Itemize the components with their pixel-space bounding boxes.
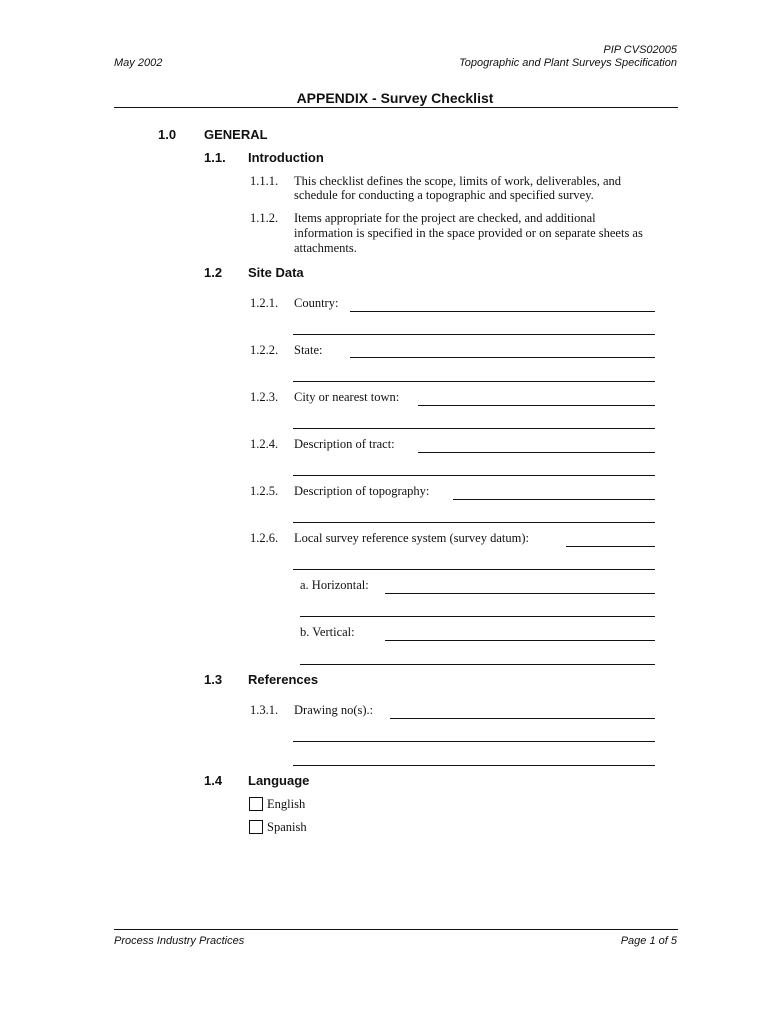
drawing-no-field-continuation[interactable] (293, 765, 655, 766)
header-rule (114, 107, 678, 108)
state-field[interactable] (350, 357, 655, 358)
subsection-title: Introduction (248, 150, 324, 165)
doc-title: Topographic and Plant Surveys Specification (459, 57, 677, 69)
item-number: 1.1.2. (250, 211, 279, 225)
topography-field[interactable] (453, 499, 655, 500)
drawing-no-field[interactable] (390, 718, 655, 719)
doc-id: PIP CVS02005 (603, 44, 677, 56)
field-number: 1.3.1. (250, 703, 279, 717)
tract-field[interactable] (418, 452, 655, 453)
section-number: 1.0 (158, 127, 177, 142)
horizontal-field[interactable] (385, 593, 655, 594)
subsection-number: 1.1. (204, 150, 226, 165)
drawing-no-field-continuation[interactable] (293, 741, 655, 742)
checkbox-label: English (267, 797, 306, 811)
footer-rule (114, 929, 678, 930)
paragraph-line: information is specified in the space provided or on separate sheets as (294, 226, 643, 240)
paragraph-line: Items appropriate for the project are checked, and additional (294, 211, 596, 225)
field-label: Drawing no(s).: (294, 703, 374, 717)
field-number: 1.2.4. (250, 437, 279, 451)
subsection-title: Language (248, 773, 310, 788)
city-field-continuation[interactable] (293, 428, 655, 429)
field-label: Description of topography: (294, 484, 430, 498)
subsection-title: References (248, 672, 319, 687)
item-number: 1.1.1. (250, 174, 279, 188)
field-label: State: (294, 343, 323, 357)
field-number: 1.2.1. (250, 296, 279, 310)
subsection-number: 1.2 (204, 265, 223, 280)
subfield-label: b. Vertical: (300, 625, 355, 639)
footer-left: Process Industry Practices (114, 935, 245, 947)
field-label: Description of tract: (294, 437, 395, 451)
paragraph-line: This checklist defines the scope, limits of work, deliverables, and (294, 174, 621, 188)
page-number: Page 1 of 5 (620, 935, 677, 947)
country-field-continuation[interactable] (293, 334, 655, 335)
subfield-label: a. Horizontal: (300, 578, 369, 592)
subsection-number: 1.3 (204, 672, 223, 687)
subsection-title: Site Data (248, 265, 304, 280)
section-title: GENERAL (204, 127, 268, 142)
appendix-title: APPENDIX - Survey Checklist (296, 90, 494, 106)
topography-field-continuation[interactable] (293, 522, 655, 523)
english-checkbox[interactable] (249, 797, 263, 811)
paragraph-line: attachments. (294, 241, 357, 255)
tract-field-continuation[interactable] (293, 475, 655, 476)
horizontal-field-continuation[interactable] (300, 616, 655, 617)
paragraph-line: schedule for conducting a topographic and specified survey. (294, 188, 594, 202)
state-field-continuation[interactable] (293, 381, 655, 382)
spanish-checkbox[interactable] (249, 820, 263, 834)
country-field[interactable] (350, 311, 655, 312)
city-field[interactable] (418, 405, 655, 406)
vertical-field-continuation[interactable] (300, 664, 655, 665)
doc-date: May 2002 (114, 57, 163, 69)
field-label: City or nearest town: (294, 390, 400, 404)
field-number: 1.2.2. (250, 343, 279, 357)
subsection-number: 1.4 (204, 773, 223, 788)
field-number: 1.2.6. (250, 531, 279, 545)
vertical-field[interactable] (385, 640, 655, 641)
field-number: 1.2.5. (250, 484, 279, 498)
survey-datum-field-continuation[interactable] (293, 569, 655, 570)
field-label: Country: (294, 296, 339, 310)
survey-datum-field[interactable] (566, 546, 655, 547)
field-label: Local survey reference system (survey datum): (294, 531, 529, 545)
checkbox-label: Spanish (267, 820, 307, 834)
field-number: 1.2.3. (250, 390, 279, 404)
